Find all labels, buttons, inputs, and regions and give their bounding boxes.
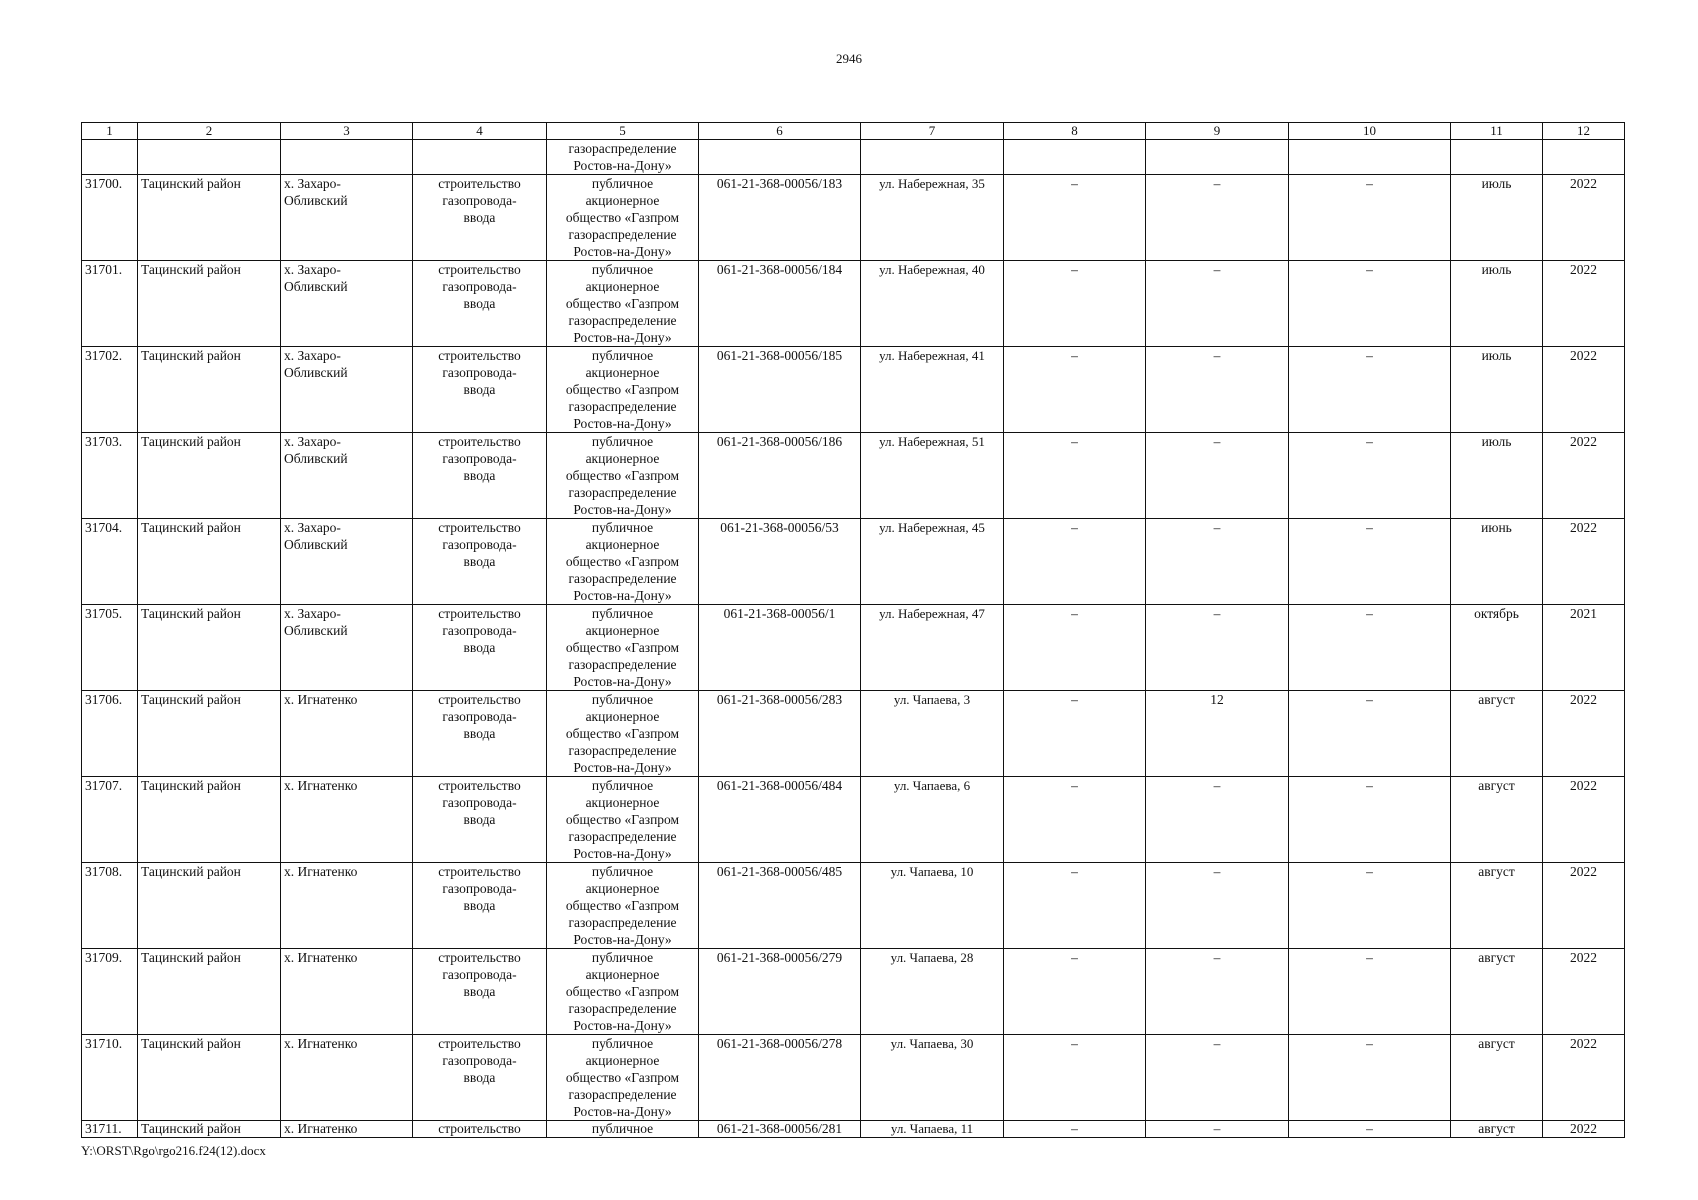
table-row: [82, 777, 1625, 863]
cell-work-type: строительство газопровода- ввода: [413, 261, 547, 347]
cell-col-9: –: [1146, 605, 1289, 691]
cell-year: 2022: [1543, 433, 1625, 519]
cell-district: Тацинский район: [138, 605, 281, 691]
cell-empty: [1146, 140, 1289, 175]
cell-empty: [1004, 140, 1146, 175]
cell-col-9: –: [1146, 1121, 1289, 1138]
cell-work-type: строительство газопровода- ввода: [413, 777, 547, 863]
table-row: [82, 1035, 1625, 1121]
cell-organization: публичное акционерное общество «Газпром газораспределение Ростов-на-Дону»: [547, 691, 699, 777]
cell-col-10: –: [1289, 433, 1451, 519]
cell-month: август: [1451, 691, 1543, 777]
table-row: [82, 605, 1625, 691]
cell-row-number: 31704.: [82, 519, 138, 605]
cell-empty: [413, 140, 547, 175]
cell-work-type: строительство газопровода- ввода: [413, 605, 547, 691]
cell-settlement: х. Игнатенко: [281, 1035, 413, 1121]
cell-organization: публичное акционерное общество «Газпром газораспределение Ростов-на-Дону»: [547, 1035, 699, 1121]
cell-address: ул. Набережная, 35: [861, 175, 1004, 261]
cell-organization: публичное акционерное общество «Газпром газораспределение Ростов-на-Дону»: [547, 863, 699, 949]
column-number: 11: [1451, 123, 1543, 140]
cell-settlement: х. Захаро- Обливский: [281, 347, 413, 433]
cell-row-number: 31705.: [82, 605, 138, 691]
column-number: 2: [138, 123, 281, 140]
cell-year: 2022: [1543, 777, 1625, 863]
cell-address: ул. Набережная, 45: [861, 519, 1004, 605]
cell-col-10: –: [1289, 863, 1451, 949]
cell-settlement: х. Захаро- Обливский: [281, 433, 413, 519]
cell-empty: [1451, 140, 1543, 175]
cell-col-9: –: [1146, 433, 1289, 519]
column-number: 10: [1289, 123, 1451, 140]
column-number: 6: [699, 123, 861, 140]
cell-year: 2022: [1543, 175, 1625, 261]
cell-district: Тацинский район: [138, 1121, 281, 1138]
cell-row-number: 31706.: [82, 691, 138, 777]
table-row: [82, 261, 1625, 347]
cell-registry-code: 061-21-368-00056/183: [699, 175, 861, 261]
cell-month: июль: [1451, 347, 1543, 433]
column-number: 7: [861, 123, 1004, 140]
cell-year: 2022: [1543, 863, 1625, 949]
cell-organization: публичное акционерное общество «Газпром газораспределение Ростов-на-Дону»: [547, 261, 699, 347]
cell-col-8: –: [1004, 347, 1146, 433]
cell-month: август: [1451, 777, 1543, 863]
cell-year: 2022: [1543, 261, 1625, 347]
cell-col-8: –: [1004, 433, 1146, 519]
cell-work-type: строительство газопровода- ввода: [413, 175, 547, 261]
cell-row-number: 31707.: [82, 777, 138, 863]
cell-work-type: строительство газопровода- ввода: [413, 863, 547, 949]
cell-col-8: –: [1004, 1121, 1146, 1138]
cell-organization: публичное акционерное общество «Газпром газораспределение Ростов-на-Дону»: [547, 175, 699, 261]
cell-col-8: –: [1004, 691, 1146, 777]
cell-col-8: –: [1004, 777, 1146, 863]
cell-col-10: –: [1289, 347, 1451, 433]
cell-organization: публичное акционерное общество «Газпром газораспределение Ростов-на-Дону»: [547, 519, 699, 605]
column-number: 5: [547, 123, 699, 140]
cell-work-type: строительство газопровода- ввода: [413, 949, 547, 1035]
cell-settlement: х. Игнатенко: [281, 1121, 413, 1138]
cell-month: август: [1451, 949, 1543, 1035]
column-number-row: [82, 123, 1625, 140]
cell-col-8: –: [1004, 519, 1146, 605]
table-row: [82, 175, 1625, 261]
cell-registry-code: 061-21-368-00056/485: [699, 863, 861, 949]
cell-col-8: –: [1004, 949, 1146, 1035]
cell-district: Тацинский район: [138, 949, 281, 1035]
cell-address: ул. Чапаева, 28: [861, 949, 1004, 1035]
column-number: 12: [1543, 123, 1625, 140]
cell-row-number: 31702.: [82, 347, 138, 433]
cell-row-number: 31708.: [82, 863, 138, 949]
cell-registry-code: 061-21-368-00056/281: [699, 1121, 861, 1138]
cell-registry-code: 061-21-368-00056/279: [699, 949, 861, 1035]
table-row: [82, 691, 1625, 777]
cell-col-8: –: [1004, 261, 1146, 347]
cell-organization: публичное акционерное общество «Газпром газораспределение Ростов-на-Дону»: [547, 777, 699, 863]
column-number: 1: [82, 123, 138, 140]
cell-month: август: [1451, 863, 1543, 949]
cell-district: Тацинский район: [138, 433, 281, 519]
cell-col-8: –: [1004, 1035, 1146, 1121]
cell-work-type: строительство газопровода- ввода: [413, 1035, 547, 1121]
cell-col-9: –: [1146, 949, 1289, 1035]
cell-district: Тацинский район: [138, 347, 281, 433]
cell-address: ул. Чапаева, 10: [861, 863, 1004, 949]
cell-year: 2022: [1543, 347, 1625, 433]
cell-row-number: 31711.: [82, 1121, 138, 1138]
cell-col-10: –: [1289, 949, 1451, 1035]
table-row: [82, 863, 1625, 949]
cell-col-8: –: [1004, 605, 1146, 691]
cell-registry-code: 061-21-368-00056/283: [699, 691, 861, 777]
cell-month: июнь: [1451, 519, 1543, 605]
cell-month: август: [1451, 1121, 1543, 1138]
cell-col-9: –: [1146, 175, 1289, 261]
cell-work-type: строительство газопровода- ввода: [413, 691, 547, 777]
table-row: [82, 949, 1625, 1035]
cell-district: Тацинский район: [138, 1035, 281, 1121]
column-number: 8: [1004, 123, 1146, 140]
cell-settlement: х. Захаро- Обливский: [281, 605, 413, 691]
table-row: [82, 1121, 1625, 1138]
cell-organization: публичное акционерное общество «Газпром газораспределение Ростов-на-Дону»: [547, 347, 699, 433]
cell-col-8: –: [1004, 175, 1146, 261]
cell-row-number: 31701.: [82, 261, 138, 347]
cell-col-10: –: [1289, 691, 1451, 777]
cell-col-9: –: [1146, 1035, 1289, 1121]
cell-organization: публичное акционерное общество «Газпром газораспределение Ростов-на-Дону»: [547, 949, 699, 1035]
cell-settlement: х. Игнатенко: [281, 949, 413, 1035]
cell-year: 2022: [1543, 691, 1625, 777]
cell-col-9: –: [1146, 863, 1289, 949]
cell-address: ул. Чапаева, 6: [861, 777, 1004, 863]
table-row: [82, 347, 1625, 433]
cell-year: 2022: [1543, 1121, 1625, 1138]
cell-address: ул. Чапаева, 3: [861, 691, 1004, 777]
cell-work-type: строительство газопровода- ввода: [413, 347, 547, 433]
table-row: [82, 433, 1625, 519]
table-row: [82, 519, 1625, 605]
cell-col-10: –: [1289, 519, 1451, 605]
cell-month: октябрь: [1451, 605, 1543, 691]
cell-month: июль: [1451, 261, 1543, 347]
cell-empty: [281, 140, 413, 175]
cell-district: Тацинский район: [138, 175, 281, 261]
cell-col-9: –: [1146, 519, 1289, 605]
cell-empty: [1543, 140, 1625, 175]
cell-row-number: 31709.: [82, 949, 138, 1035]
cell-registry-code: 061-21-368-00056/484: [699, 777, 861, 863]
register-table: [81, 122, 1625, 1138]
cell-col-10: –: [1289, 1035, 1451, 1121]
cell-registry-code: 061-21-368-00056/278: [699, 1035, 861, 1121]
cell-year: 2022: [1543, 949, 1625, 1035]
cell-col-10: –: [1289, 175, 1451, 261]
cell-address: ул. Чапаева, 11: [861, 1121, 1004, 1138]
cell-month: июль: [1451, 433, 1543, 519]
cell-empty: [82, 140, 138, 175]
cell-organization: публичное: [547, 1121, 699, 1138]
cell-district: Тацинский район: [138, 863, 281, 949]
cell-address: ул. Набережная, 51: [861, 433, 1004, 519]
cell-col-10: –: [1289, 1121, 1451, 1138]
cell-empty: [699, 140, 861, 175]
cell-settlement: х. Игнатенко: [281, 691, 413, 777]
cell-row-number: 31700.: [82, 175, 138, 261]
cell-registry-code: 061-21-368-00056/186: [699, 433, 861, 519]
cell-organization: газораспределение Ростов-на-Дону»: [547, 140, 699, 175]
cell-row-number: 31703.: [82, 433, 138, 519]
cell-district: Тацинский район: [138, 261, 281, 347]
cell-organization: публичное акционерное общество «Газпром газораспределение Ростов-на-Дону»: [547, 433, 699, 519]
cell-address: ул. Набережная, 47: [861, 605, 1004, 691]
continuation-row: [82, 140, 1625, 175]
cell-address: ул. Набережная, 41: [861, 347, 1004, 433]
cell-work-type: строительство газопровода- ввода: [413, 433, 547, 519]
cell-col-8: –: [1004, 863, 1146, 949]
cell-registry-code: 061-21-368-00056/184: [699, 261, 861, 347]
cell-settlement: х. Захаро- Обливский: [281, 519, 413, 605]
cell-col-10: –: [1289, 261, 1451, 347]
cell-settlement: х. Игнатенко: [281, 863, 413, 949]
cell-year: 2021: [1543, 605, 1625, 691]
cell-district: Тацинский район: [138, 777, 281, 863]
cell-empty: [1289, 140, 1451, 175]
cell-col-9: –: [1146, 347, 1289, 433]
column-number: 3: [281, 123, 413, 140]
cell-settlement: х. Захаро- Обливский: [281, 175, 413, 261]
cell-col-9: –: [1146, 261, 1289, 347]
cell-registry-code: 061-21-368-00056/185: [699, 347, 861, 433]
cell-month: июль: [1451, 175, 1543, 261]
cell-registry-code: 061-21-368-00056/53: [699, 519, 861, 605]
cell-month: август: [1451, 1035, 1543, 1121]
cell-settlement: х. Игнатенко: [281, 777, 413, 863]
cell-work-type: строительство: [413, 1121, 547, 1138]
file-path-footer: Y:\ORST\Rgo\rgo216.f24(12).docx: [81, 1143, 266, 1158]
cell-row-number: 31710.: [82, 1035, 138, 1121]
cell-year: 2022: [1543, 1035, 1625, 1121]
cell-registry-code: 061-21-368-00056/1: [699, 605, 861, 691]
column-number: 9: [1146, 123, 1289, 140]
cell-address: ул. Чапаева, 30: [861, 1035, 1004, 1121]
cell-empty: [138, 140, 281, 175]
cell-col-10: –: [1289, 605, 1451, 691]
cell-work-type: строительство газопровода- ввода: [413, 519, 547, 605]
page-number: 2946: [836, 51, 862, 66]
column-number: 4: [413, 123, 547, 140]
cell-address: ул. Набережная, 40: [861, 261, 1004, 347]
cell-col-10: –: [1289, 777, 1451, 863]
cell-district: Тацинский район: [138, 519, 281, 605]
cell-year: 2022: [1543, 519, 1625, 605]
cell-settlement: х. Захаро- Обливский: [281, 261, 413, 347]
cell-district: Тацинский район: [138, 691, 281, 777]
cell-col-9: 12: [1146, 691, 1289, 777]
cell-empty: [861, 140, 1004, 175]
cell-col-9: –: [1146, 777, 1289, 863]
cell-organization: публичное акционерное общество «Газпром газораспределение Ростов-на-Дону»: [547, 605, 699, 691]
